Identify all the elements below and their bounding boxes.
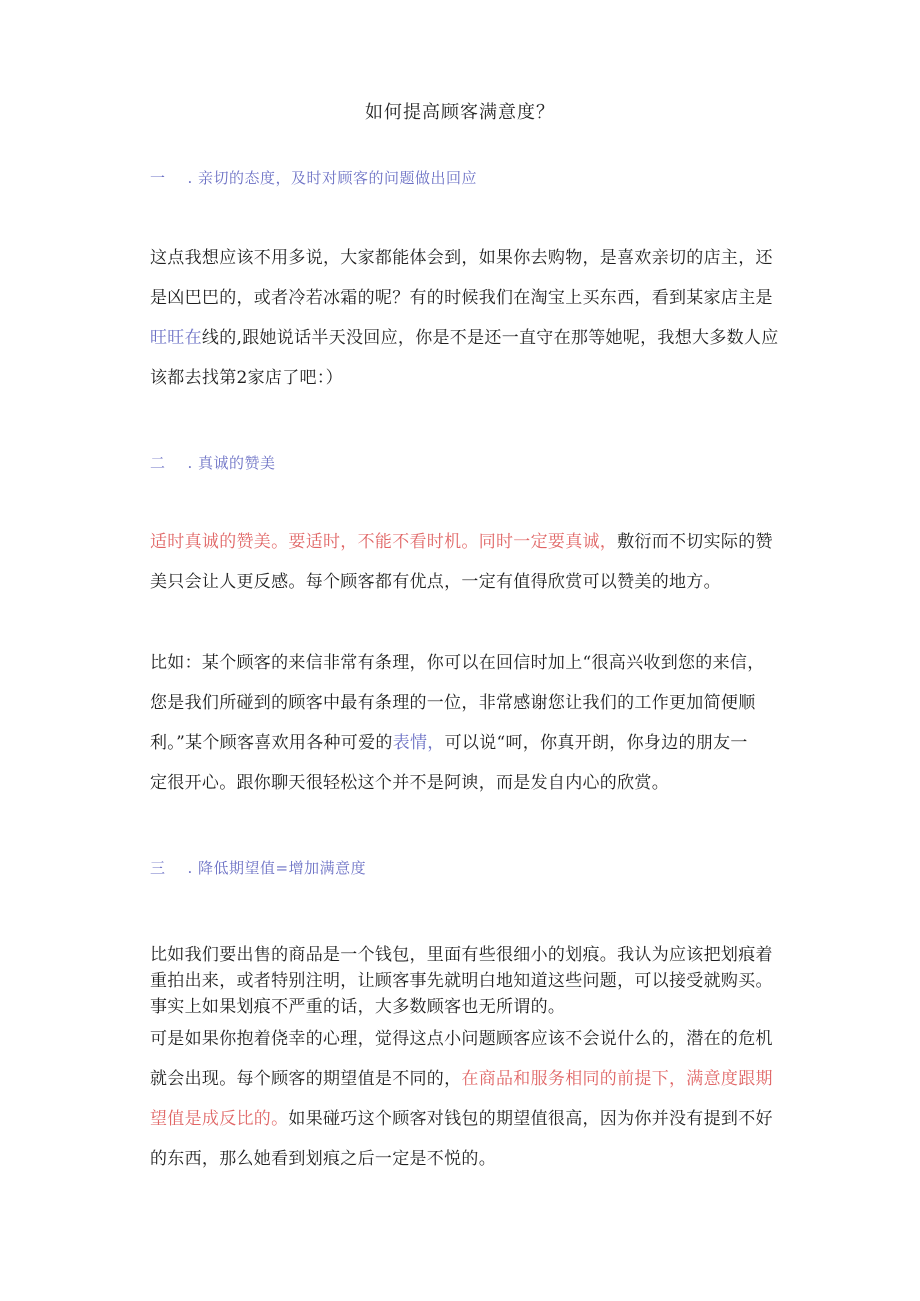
paragraph-line: 定很开心。跟你聊天很轻松这个并不是阿谀，而是发自内心的欣赏。 <box>150 773 669 793</box>
highlight-wangwang: 旺旺在 <box>150 328 202 348</box>
section-3-heading <box>150 857 366 879</box>
section-3-number: 三 <box>150 859 166 877</box>
paragraph-line: 事实上如果划痕不严重的话，大多数顾客也无所谓的。 <box>150 997 566 1017</box>
paragraph-line: 比如：某个顾客的来信非常有条理，你可以在回信时加上“很高兴收到您的来信， <box>150 653 765 673</box>
section-1-number: 一 <box>150 169 166 187</box>
highlight-expectation: 在商品和服务相同的前提下，满意度跟期 <box>461 1069 773 1089</box>
section-1-heading <box>150 167 477 189</box>
highlight-inverse: 望值是成反比的。 <box>150 1109 289 1129</box>
paragraph-line: 适时真诚的赞美。要适时，不能不看时机。同时一定要真诚，敷衍而不切实际的赞 <box>150 532 773 552</box>
highlight-praise: 适时真诚的赞美。要适时，不能不看时机。同时一定要真诚， <box>150 532 618 552</box>
section-1-paragraph <box>150 238 779 398</box>
section-3-title: . 降低期望值=增加满意度 <box>187 859 367 877</box>
section-2-paragraph-b <box>150 643 770 803</box>
paragraph-line: 您是我们所碰到的顾客中最有条理的一位，非常感谢您让我们的工作更加简便顺 <box>150 693 756 713</box>
paragraph-line: 望值是成反比的。如果碰巧这个顾客对钱包的期望值很高，因为你并没有提到不好 <box>150 1109 773 1129</box>
section-1-title: . 亲切的态度，及时对顾客的问题做出回应 <box>187 169 478 187</box>
section-3-paragraph-a <box>150 942 773 1020</box>
paragraph-line: 这点我想应该不用多说，大家都能体会到，如果你去购物，是喜欢亲切的店主，还 <box>150 248 773 268</box>
section-2-title: . 真诚的赞美 <box>187 454 276 472</box>
section-2-paragraph-a <box>150 522 773 602</box>
paragraph-line: 旺旺在线的,跟她说话半天没回应，你是不是还一直守在那等她呢，我想大多数人应 <box>150 328 779 348</box>
page-title: 如何提高顾客满意度？ <box>365 102 555 123</box>
section-2-number: 二 <box>150 454 166 472</box>
paragraph-line: 可是如果你抱着侥幸的心理，觉得这点小问题顾客应该不会说什么的，潜在的危机 <box>150 1029 773 1049</box>
highlight-emoticon: 表情， <box>392 733 445 753</box>
paragraph-line: 是凶巴巴的，或者冷若冰霜的呢？有的时候我们在淘宝上买东西，看到某家店主是 <box>150 288 773 308</box>
paragraph-line: 比如我们要出售的商品是一个钱包，里面有些很细小的划痕。我认为应该把划痕着 <box>150 945 773 965</box>
paragraph-line: 重拍出来，或者特别注明，让顾客事先就明白地知道这些问题，可以接受就购买。 <box>150 971 773 991</box>
section-2-heading <box>150 452 276 474</box>
paragraph-line: 利。”某个顾客喜欢用各种可爱的表情，可以说“呵，你真开朗，你身边的朋友一 <box>150 733 748 753</box>
paragraph-line: 的东西，那么她看到划痕之后一定是不悦的。 <box>150 1149 496 1169</box>
paragraph-line: 美只会让人更反感。每个顾客都有优点，一定有值得欣赏可以赞美的地方。 <box>150 572 721 592</box>
paragraph-line: 就会出现。每个顾客的期望值是不同的，在商品和服务相同的前提下，满意度跟期 <box>150 1069 773 1089</box>
section-3-paragraph-b <box>150 1019 773 1179</box>
paragraph-line: 该都去找第2家店了吧：） <box>150 368 343 388</box>
